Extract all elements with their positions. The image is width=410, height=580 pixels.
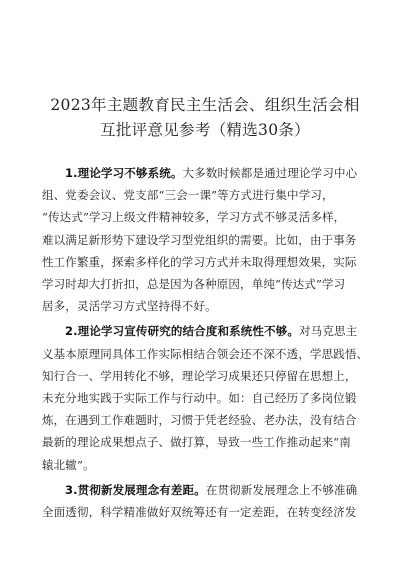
paragraph-line: 性工作繁重，探索多样化的学习方式并未取得理想效果，实际 <box>42 254 357 269</box>
paragraph-line: 学习时却大打折扣，总是因为各种原因，单纯“传达式”学习 <box>42 277 346 292</box>
paragraph-line: 难以满足新形势下建设学习型党组织的需要。比如，由于事务 <box>42 232 357 247</box>
paragraph-first-line <box>42 320 370 342</box>
paragraph-first-line <box>42 162 370 184</box>
paragraph-heading: 3.贯彻新发展理念有差距。 <box>65 482 206 497</box>
paragraph-3 <box>42 479 370 523</box>
paragraph-first-line <box>42 479 370 501</box>
paragraph-heading: 2.理论学习宣传研究的结合度和系统性不够。 <box>65 324 300 339</box>
paragraph-line: 全面透彻，科学精准做好双统筹还有一定差距，在转变经济发 <box>42 505 357 520</box>
paragraph-2 <box>42 320 370 475</box>
paragraph-line: 居多，灵活学习方式坚持得不好。 <box>42 299 217 314</box>
paragraph-1 <box>42 162 370 317</box>
document-title <box>40 93 370 143</box>
paragraph-text: 大多数时候都是通过理论学习中心 <box>182 166 358 180</box>
paragraph-line: 组、党委会议、党支部“三会一课”等方式进行集中学习， <box>42 188 334 203</box>
paragraph-heading: 1.理论学习不够系统。 <box>65 166 183 180</box>
title-line: 2023年主题教育民主生活会、组织生活会相 <box>50 96 360 114</box>
document-body <box>42 162 370 526</box>
paragraph-line: 辕北辙”。 <box>42 457 95 472</box>
paragraph-line: 知行合一、学用转化不够，理论学习成果还只停留在思想上， <box>42 368 357 383</box>
paragraph-line: 最新的理论成果想点子、做打算，导致一些工作推动起来“南 <box>42 435 351 450</box>
paragraph-line: 义基本原理同具体工作实际相结合领会还不深不透，学思践悟、 <box>42 346 369 361</box>
paragraph-text: 在贯彻新发展理念上不够准确 <box>205 482 358 497</box>
paragraph-line: 未充分地实践于实际工作与行动中。如：自己经历了多岗位锻 <box>42 391 357 406</box>
paragraph-line: 炼，在遇到工作难题时，习惯于凭老经验、老办法，没有结合 <box>42 413 357 428</box>
paragraph-text: 对马克思主 <box>299 324 358 339</box>
title-line: 互批评意见参考（精选30条） <box>100 121 310 139</box>
paragraph-line: “传达式”学习上级文件精神较多，学习方式不够灵活多样， <box>42 210 346 225</box>
